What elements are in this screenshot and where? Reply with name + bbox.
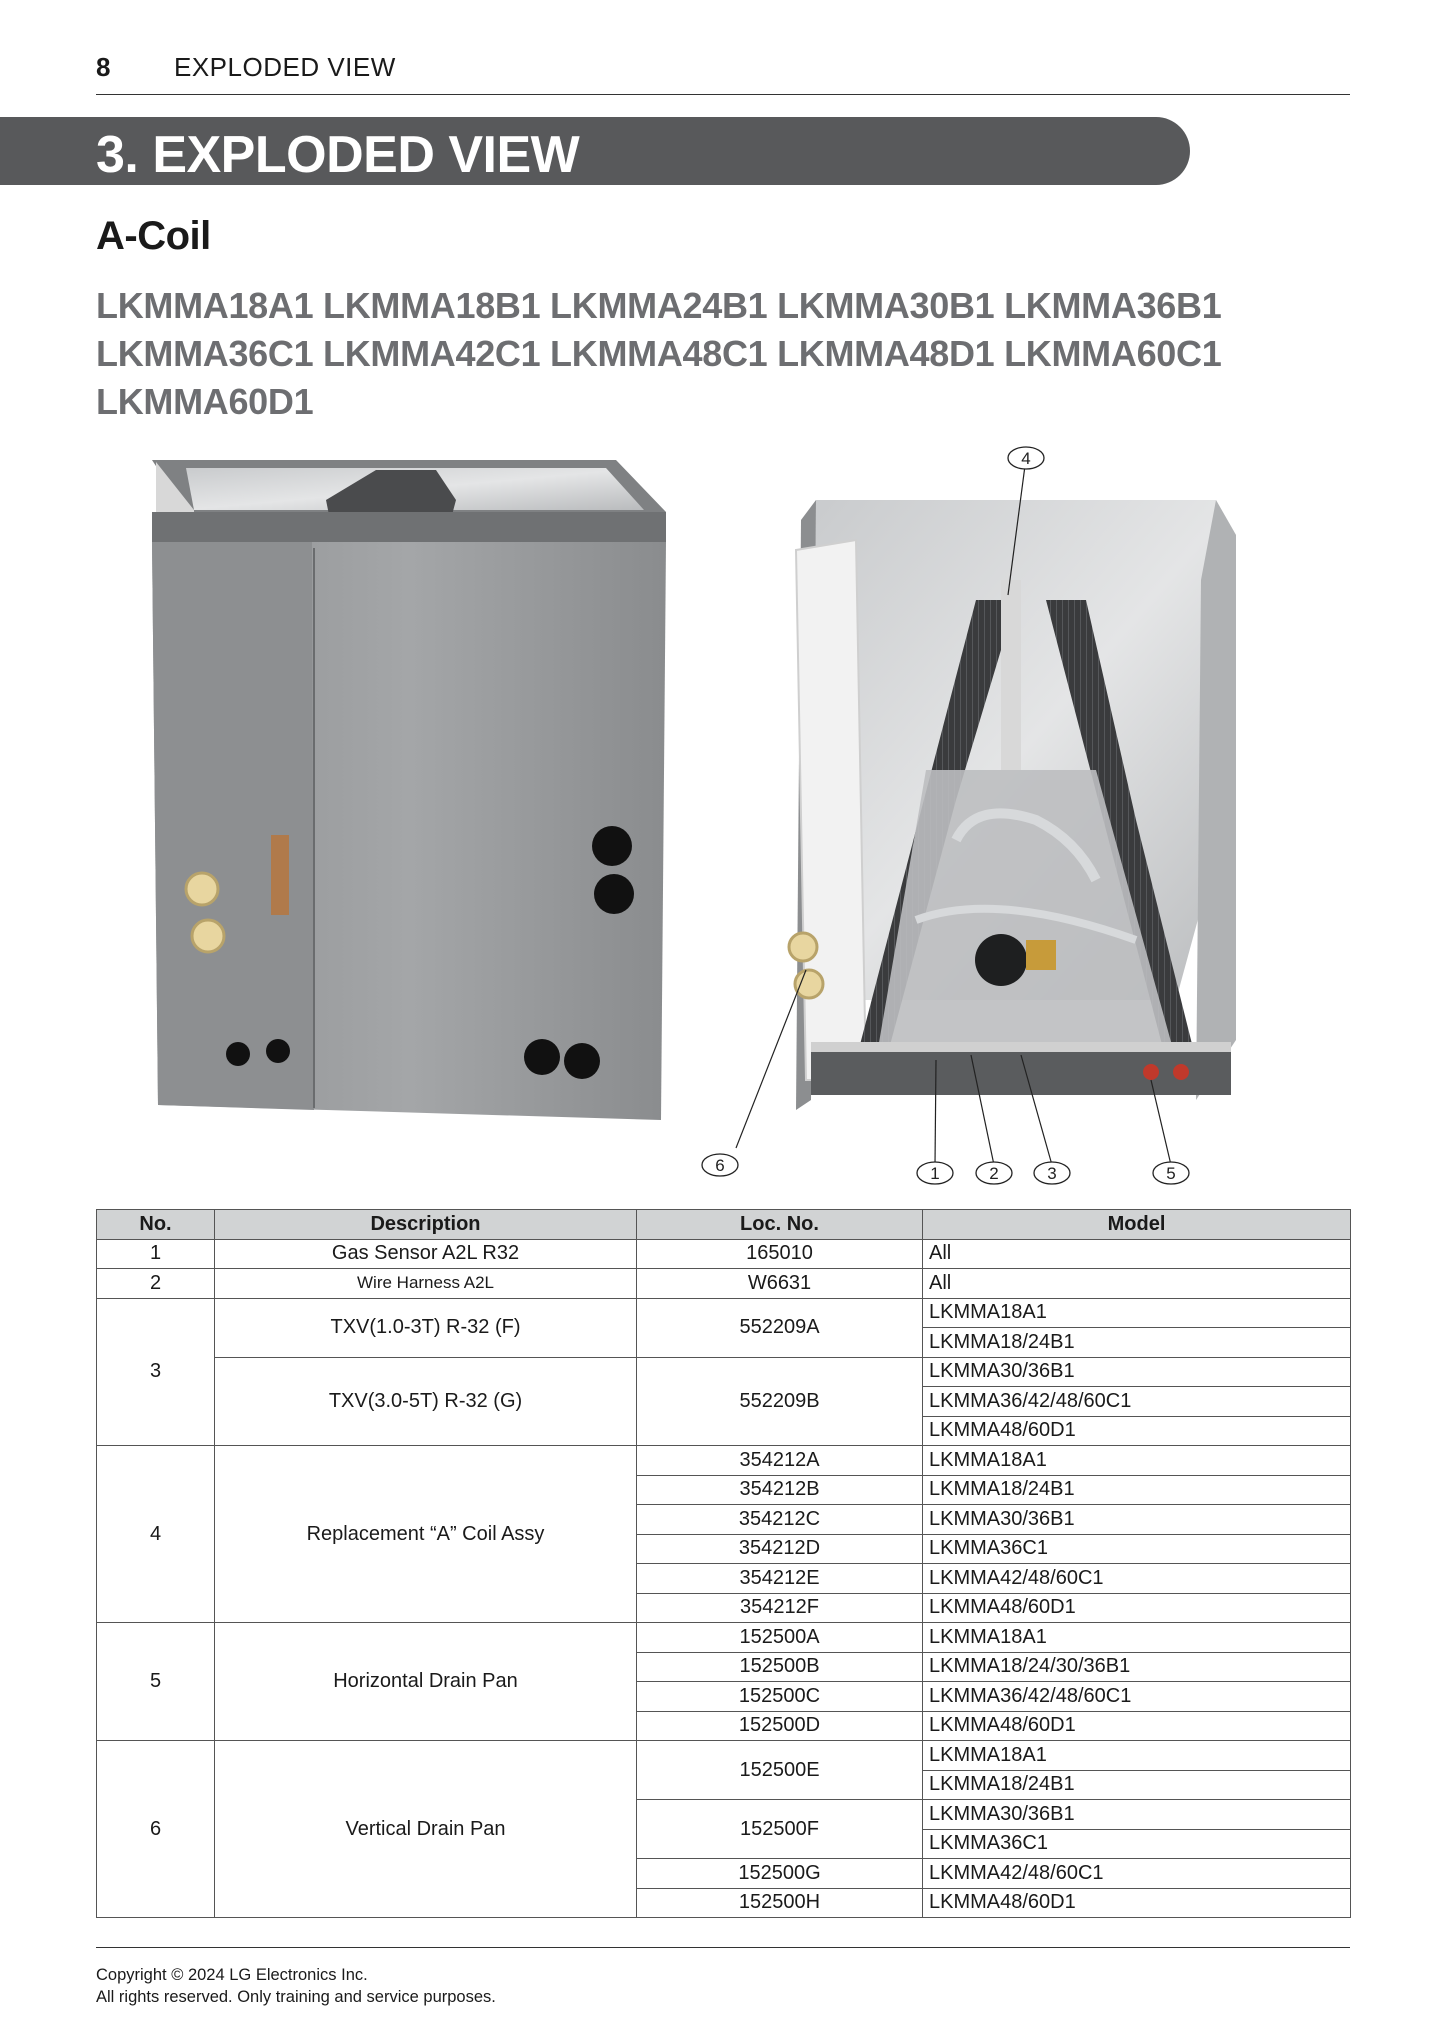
cell-loc-no: 354212B <box>637 1475 923 1505</box>
rights-text: All rights reserved. Only training and service purposes. <box>96 1988 496 2006</box>
cell-model: LKMMA48/60D1 <box>923 1416 1351 1446</box>
cell-no: 3 <box>97 1298 215 1446</box>
cell-no: 2 <box>97 1269 215 1299</box>
cell-description: Wire Harness A2L <box>215 1269 637 1299</box>
cell-model: LKMMA42/48/60C1 <box>923 1859 1351 1889</box>
col-header-loc-no: Loc. No. <box>637 1210 923 1240</box>
svg-text:6: 6 <box>715 1156 725 1175</box>
cell-model: LKMMA18A1 <box>923 1623 1351 1653</box>
cell-model: LKMMA36/42/48/60C1 <box>923 1387 1351 1417</box>
cell-loc-no: 354212E <box>637 1564 923 1594</box>
cell-model: LKMMA48/60D1 <box>923 1593 1351 1623</box>
col-header-model: Model <box>923 1210 1351 1240</box>
cell-model: LKMMA36C1 <box>923 1829 1351 1859</box>
cell-model: LKMMA18A1 <box>923 1741 1351 1771</box>
cell-model: LKMMA18/24B1 <box>923 1770 1351 1800</box>
cell-loc-no: 152500H <box>637 1888 923 1918</box>
model-line: LKMMA36C1 LKMMA42C1 LKMMA48C1 LKMMA48D1 LKMMA60C1 <box>96 333 1222 374</box>
table-row <box>97 1298 1351 1328</box>
cell-model: LKMMA30/36B1 <box>923 1357 1351 1387</box>
cell-no: 6 <box>97 1741 215 1918</box>
cell-description: Replacement “A” Coil Assy <box>215 1446 637 1623</box>
cell-model: LKMMA36/42/48/60C1 <box>923 1682 1351 1712</box>
table-row <box>97 1741 1351 1771</box>
model-list <box>96 282 1246 426</box>
table-row <box>97 1269 1351 1299</box>
cell-loc-no: 354212A <box>637 1446 923 1476</box>
subtitle: A-Coil <box>96 214 211 258</box>
callout-6 <box>702 1154 738 1176</box>
open-cabinet <box>789 500 1236 1110</box>
cell-model: LKMMA48/60D1 <box>923 1888 1351 1918</box>
cell-loc-no: W6631 <box>637 1269 923 1299</box>
col-header-no: No. <box>97 1210 215 1240</box>
cell-no: 4 <box>97 1446 215 1623</box>
svg-text:2: 2 <box>989 1164 999 1183</box>
cell-loc-no: 354212D <box>637 1534 923 1564</box>
callout-1 <box>917 1162 953 1184</box>
footer <box>96 1947 1350 2008</box>
exploded-view-figure <box>96 440 1350 1185</box>
closed-cabinet <box>152 460 666 1120</box>
callout-3 <box>1034 1162 1070 1184</box>
cell-loc-no: 152500F <box>637 1800 923 1859</box>
cell-loc-no: 152500D <box>637 1711 923 1741</box>
model-line: LKMMA60D1 <box>96 381 314 422</box>
parts-table <box>96 1209 1351 1918</box>
callout-2 <box>976 1162 1012 1184</box>
cell-model: LKMMA18/24B1 <box>923 1328 1351 1358</box>
table-row <box>97 1623 1351 1653</box>
cell-model: LKMMA48/60D1 <box>923 1711 1351 1741</box>
svg-text:4: 4 <box>1021 449 1031 468</box>
cell-model: LKMMA18A1 <box>923 1446 1351 1476</box>
page-header <box>96 48 1350 95</box>
cell-model: LKMMA42/48/60C1 <box>923 1564 1351 1594</box>
cell-model: LKMMA18/24/30/36B1 <box>923 1652 1351 1682</box>
running-title: EXPLODED VIEW <box>174 52 396 82</box>
cell-model: All <box>923 1269 1351 1299</box>
cell-description: Horizontal Drain Pan <box>215 1623 637 1741</box>
cell-model: LKMMA18/24B1 <box>923 1475 1351 1505</box>
cell-loc-no: 354212C <box>637 1505 923 1535</box>
page-number: 8 <box>96 52 111 82</box>
table-header-row <box>97 1210 1351 1240</box>
svg-text:5: 5 <box>1166 1164 1176 1183</box>
coil-illustration <box>96 440 1350 1185</box>
cell-description: Vertical Drain Pan <box>215 1741 637 1918</box>
cell-loc-no: 152500A <box>637 1623 923 1653</box>
cell-loc-no: 165010 <box>637 1239 923 1269</box>
cell-description: TXV(1.0-3T) R-32 (F) <box>215 1298 637 1357</box>
callout-4 <box>1008 447 1044 469</box>
section-title-bar <box>0 117 1190 185</box>
cell-model: LKMMA18A1 <box>923 1298 1351 1328</box>
cell-loc-no: 152500B <box>637 1652 923 1682</box>
cell-loc-no: 552209B <box>637 1357 923 1446</box>
section-title: 3. EXPLODED VIEW <box>96 126 580 184</box>
cell-loc-no: 354212F <box>637 1593 923 1623</box>
table-row <box>97 1446 1351 1476</box>
callout-5 <box>1153 1162 1189 1184</box>
cell-model: All <box>923 1239 1351 1269</box>
cell-model: LKMMA36C1 <box>923 1534 1351 1564</box>
cell-model: LKMMA30/36B1 <box>923 1800 1351 1830</box>
svg-text:3: 3 <box>1047 1164 1057 1183</box>
copyright-text: Copyright © 2024 LG Electronics Inc. <box>96 1966 368 1984</box>
cell-model: LKMMA30/36B1 <box>923 1505 1351 1535</box>
cell-loc-no: 152500G <box>637 1859 923 1889</box>
cell-loc-no: 552209A <box>637 1298 923 1357</box>
cell-loc-no: 152500C <box>637 1682 923 1712</box>
table-row <box>97 1357 1351 1387</box>
col-header-description: Description <box>215 1210 637 1240</box>
cell-no: 1 <box>97 1239 215 1269</box>
cell-description: TXV(3.0-5T) R-32 (G) <box>215 1357 637 1446</box>
table-row <box>97 1239 1351 1269</box>
cell-no: 5 <box>97 1623 215 1741</box>
model-line: LKMMA18A1 LKMMA18B1 LKMMA24B1 LKMMA30B1 LKMMA36B1 <box>96 285 1222 326</box>
cell-description: Gas Sensor A2L R32 <box>215 1239 637 1269</box>
cell-loc-no: 152500E <box>637 1741 923 1800</box>
svg-text:1: 1 <box>930 1164 940 1183</box>
